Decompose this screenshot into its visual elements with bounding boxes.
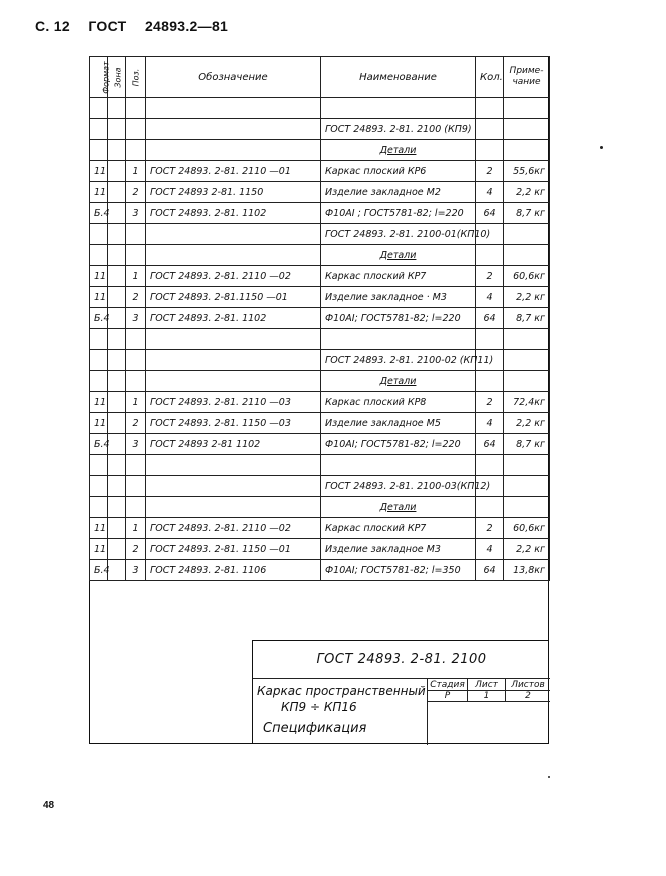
table-cell: 2 [476,518,504,539]
specification-table [89,56,550,581]
table-cell: 8,7 кг [504,308,550,329]
table-row [90,434,550,455]
column-header-format: Формат [90,57,108,98]
table-cell: 4 [476,287,504,308]
table-row [90,224,550,245]
table-cell: 11 [90,287,108,308]
sheet-label: Лист [475,680,498,690]
table-row [90,497,550,518]
group-title: ГОСТ 24893. 2-81. 2100-03(КП12) [321,476,476,497]
table-cell: ГОСТ 24893. 2-81. 1102 [146,203,321,224]
table-cell: Каркас плоский КР7 [321,518,476,539]
group-title: ГОСТ 24893. 2-81. 2100-01(КП10) [321,224,476,245]
table-cell: 3 [126,560,146,581]
table-cell: 11 [90,518,108,539]
document-designation: ГОСТ 24893. 2-81. 2100 [253,641,550,679]
print-speck [548,776,550,778]
table-row [90,203,550,224]
table-cell: 2 [476,392,504,413]
table-cell: Б.4 [90,308,108,329]
page-number: 48 [43,800,55,811]
table-cell: 11 [90,182,108,203]
table-cell: ГОСТ 24893. 2-81. 2110 —02 [146,266,321,287]
table-cell: ГОСТ 24893. 2-81. 1106 [146,560,321,581]
table-row [90,140,550,161]
table-row [90,161,550,182]
table-cell: Ф10АI; ГОСТ5781-82; l=350 [321,560,476,581]
table-cell: 64 [476,560,504,581]
table-cell: 1 [126,392,146,413]
table-row [90,245,550,266]
page-header [35,18,228,34]
sheet-value: 1 [468,690,505,702]
table-cell: 11 [90,392,108,413]
table-cell: 2,2 кг [504,182,550,203]
stage-label: Стадия [430,680,465,690]
table-cell: 60,6кг [504,518,550,539]
table-cell: 3 [126,434,146,455]
table-cell: Ф10АI ; ГОСТ5781-82; l=220 [321,203,476,224]
table-cell: Каркас плоский КР6 [321,161,476,182]
table-row [90,539,550,560]
table-cell: Б.4 [90,434,108,455]
table-cell: 1 [126,518,146,539]
table-cell: 3 [126,308,146,329]
table-cell: Изделие закладное М2 [321,182,476,203]
table-cell: ГОСТ 24893 2-81. 1150 [146,182,321,203]
table-row [90,413,550,434]
table-row [90,266,550,287]
group-title: ГОСТ 24893. 2-81. 2100 (КП9) [321,119,476,140]
header-standard: ГОСТ [88,18,127,34]
table-row [90,98,550,119]
table-cell: 60,6кг [504,266,550,287]
table-cell: Изделие закладное · М3 [321,287,476,308]
table-cell: Каркас плоский КР8 [321,392,476,413]
table-row [90,455,550,476]
table-cell: 64 [476,434,504,455]
table-cell: ГОСТ 24893. 2-81. 1150 —01 [146,539,321,560]
table-cell: 11 [90,413,108,434]
header-number: 24893.2—81 [144,18,229,34]
table-row [90,518,550,539]
group-subtitle: Детали [379,249,417,261]
column-header-designation: Обозначение [146,57,321,98]
document-name-line1: Каркас пространственный [257,684,426,698]
sheet-cell [468,679,506,701]
table-cell: ГОСТ 24893. 2-81. 1102 [146,308,321,329]
table-cell: Б.4 [90,560,108,581]
group-subtitle: Детали [379,501,417,513]
table-cell: ГОСТ 24893. 2-81. 2110 —01 [146,161,321,182]
group-subtitle: Детали [379,144,417,156]
table-cell: 2 [126,182,146,203]
table-cell: Ф10АI; ГОСТ5781-82; l=220 [321,434,476,455]
table-cell: 2,2 кг [504,287,550,308]
table-cell: 1 [126,266,146,287]
document-name-line2: КП9 ÷ КП16 [281,700,357,714]
table-row [90,350,550,371]
table-row [90,329,550,350]
table-cell: 55,6кг [504,161,550,182]
table-row [90,371,550,392]
title-block [252,640,549,744]
column-header-name: Наименование [321,57,476,98]
stage-value: Р [428,690,467,702]
table-cell: 64 [476,308,504,329]
table-cell: Б.4 [90,203,108,224]
table-cell: 4 [476,539,504,560]
sheets-cell [506,679,550,701]
table-cell: 4 [476,182,504,203]
stage-cell [428,679,468,701]
table-row [90,392,550,413]
table-cell: 2,2 кг [504,539,550,560]
table-cell: 2 [126,539,146,560]
column-header-quantity: Кол. [476,57,504,98]
table-cell: 3 [126,203,146,224]
header-prefix: С. 12 [35,18,70,34]
table-cell: 64 [476,203,504,224]
table-cell: 2 [476,266,504,287]
table-cell: 13,8кг [504,560,550,581]
table-row [90,182,550,203]
table-cell: 2 [126,287,146,308]
table-row [90,119,550,140]
sheet-info [428,679,550,701]
column-header-position: Поз. [126,57,146,98]
table-cell: 2 [476,161,504,182]
column-header-note: Приме-чание [504,57,550,98]
table-cell: 2,2 кг [504,413,550,434]
table-cell: Изделие закладное М5 [321,413,476,434]
table-cell: 8,7 кг [504,203,550,224]
group-title: ГОСТ 24893. 2-81. 2100-02 (КП11) [321,350,476,371]
table-cell: ГОСТ 24893. 2-81. 2110 —02 [146,518,321,539]
table-cell: Каркас плоский КР7 [321,266,476,287]
table-cell: 11 [90,266,108,287]
table-cell: ГОСТ 24893. 2-81. 1150 —03 [146,413,321,434]
table-cell: ГОСТ 24893 2-81 1102 [146,434,321,455]
table-cell: 2 [126,413,146,434]
table-cell: 11 [90,161,108,182]
document-name [253,679,428,745]
table-cell: 72,4кг [504,392,550,413]
document-type: Спецификация [263,721,367,736]
table-row [90,560,550,581]
table-row [90,476,550,497]
table-cell: 4 [476,413,504,434]
table-header-row [90,57,550,98]
column-header-zone: Зона [108,57,126,98]
group-subtitle: Детали [379,375,417,387]
table-cell: 1 [126,161,146,182]
sheets-label: Листов [511,680,545,690]
table-cell: ГОСТ 24893. 2-81.1150 —01 [146,287,321,308]
table-cell: Ф10АI; ГОСТ5781-82; l=220 [321,308,476,329]
table-row [90,308,550,329]
sheets-value: 2 [506,690,550,702]
table-cell: 8,7 кг [504,434,550,455]
table-cell: Изделие закладное М3 [321,539,476,560]
print-speck [600,146,603,149]
table-cell: 11 [90,539,108,560]
table-cell: ГОСТ 24893. 2-81. 2110 —03 [146,392,321,413]
table-row [90,287,550,308]
